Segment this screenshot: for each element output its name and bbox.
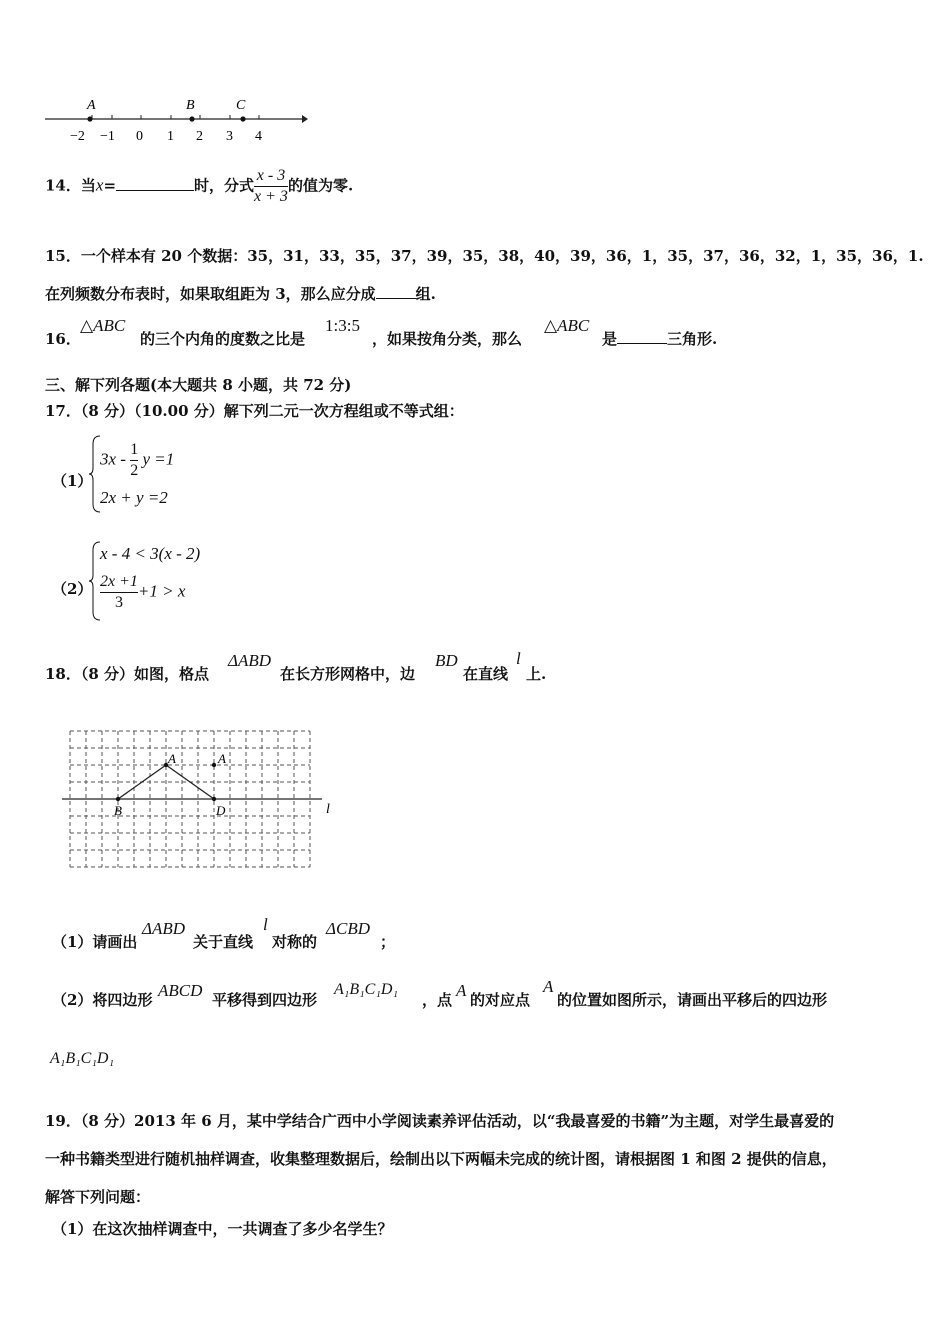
triangle-cbd: ΔCBD xyxy=(326,919,370,938)
tick-label: 0 xyxy=(136,129,143,144)
q17-part2-label: （2） xyxy=(52,580,93,598)
tick-label: −1 xyxy=(100,129,115,144)
tick-label: 4 xyxy=(255,129,262,144)
label-l: l xyxy=(326,802,330,817)
question-19-line2: 一种书籍类型进行随机抽样调查，收集整理数据后，绘制出以下两幅未完成的统计图，请根据图 1 和图 2 提供的信息， xyxy=(45,1150,837,1168)
q18-p2-text: 的对应点 xyxy=(470,991,531,1009)
question-17-title: 17．（8 分）（10.00 分）解下列二元一次方程组或不等式组： xyxy=(45,402,464,420)
question-18: 18．（8 分）如图，格点 xyxy=(45,665,210,683)
point-label-a: A xyxy=(87,98,96,113)
q18-p2-text: ，点 xyxy=(422,991,453,1009)
question-14: 14．当x= 时，分式 $\frac{x - 3}{x + 3}$ 的值为零. xyxy=(45,167,354,205)
fraction: $\frac{x - 3}{x + 3}$ xyxy=(254,167,288,205)
segment-ab xyxy=(118,765,166,799)
q18-p1-text: 关于直线 xyxy=(193,933,254,951)
triangle-abd: ΔABD xyxy=(228,651,272,670)
q18-p2-text: 的位置如图所示，请画出平移后的四边形 xyxy=(557,991,828,1009)
q16-text: ，如果按角分类，那么 xyxy=(372,330,523,348)
q17-p2-eq2: $\frac{2x +1}{3}$ +1 > x xyxy=(100,573,186,611)
q17-p1-eq2: 2x + y =2 xyxy=(100,488,168,507)
quad-a1b1c1d1: A₁B₁C₁D₁ xyxy=(50,1050,115,1067)
tick-label: 3 xyxy=(226,129,233,144)
tick-label: −2 xyxy=(70,129,85,144)
triangle-abd: ΔABD xyxy=(142,919,186,938)
answer-blank[interactable] xyxy=(376,284,416,299)
tick-label: 1 xyxy=(167,129,174,144)
q18-p1-text: 对称的 xyxy=(272,933,318,951)
label-b: B xyxy=(114,803,122,818)
q19-part1: （1）在这次抽样调查中，一共调查了多少名学生？ xyxy=(52,1220,393,1238)
answer-blank[interactable] xyxy=(617,329,667,344)
q17-p1-eq1: 3x - $\frac{1}{2}$ y =1 xyxy=(100,441,175,479)
q18-p2-label: （2）将四边形 xyxy=(52,991,153,1009)
point-a-dot xyxy=(87,116,92,121)
section-3-heading: 三、解下列各题(本大题共 8 小题，共 72 分) xyxy=(45,376,352,394)
question-19-line1: 19．（8 分）2013 年 6 月，某中学结合广西中小学阅读素养评估活动，以“我最喜爱的书籍”为主题，对学生最喜爱的 xyxy=(45,1112,835,1130)
label-a1: A xyxy=(218,751,226,766)
label-d: D xyxy=(216,803,226,818)
question-15-line2: 在列频数分布表时，如果取组距为 3，那么应分成 组. xyxy=(45,285,436,303)
q16-text: 的三个内角的度数之比是 xyxy=(140,330,306,348)
q18-p1-text: ； xyxy=(380,933,396,951)
q16-text: 是 三角形. xyxy=(602,330,718,348)
point-b xyxy=(116,797,120,801)
point-c-dot xyxy=(240,116,245,121)
question-15-line1: 15．一个样本有 20 个数据：35，31，33，35，37，39，35，38，40，39，36，1，35，37，36，32，1，35，36，1. xyxy=(45,247,924,265)
point-a-ref: A xyxy=(456,981,467,1000)
point-label-b: B xyxy=(186,98,195,113)
segment-bd: BD xyxy=(435,651,458,670)
q18-p1-label: （1）请画出 xyxy=(52,933,138,951)
triangle-abc-1: △ABC xyxy=(80,316,126,335)
label-a: A xyxy=(168,751,176,766)
q17-part1-label: （1） xyxy=(52,472,93,490)
q17-p2-eq1: x - 4 < 3(x - 2) xyxy=(100,544,201,563)
number-line xyxy=(40,95,320,150)
q18-text: 上. xyxy=(526,665,547,683)
ratio: 1:3:5 xyxy=(325,316,360,335)
triangle-abc-2: △ABC xyxy=(544,316,590,335)
quad-a1b1c1d1: A₁B₁C₁D₁ xyxy=(334,981,399,998)
question-19-line3: 解答下列问题： xyxy=(45,1188,151,1206)
point-a1 xyxy=(212,763,216,767)
point-a1-ref: A xyxy=(543,977,554,996)
quad-abcd: ABCD xyxy=(158,981,203,1000)
grid-figure xyxy=(60,725,345,875)
point-d xyxy=(212,797,216,801)
line-l: l xyxy=(516,649,521,668)
answer-blank[interactable] xyxy=(116,176,194,191)
point-b-dot xyxy=(189,116,194,121)
question-16: 16． xyxy=(45,330,81,348)
q18-text: 在长方形网格中，边 xyxy=(280,665,416,683)
q18-p2-text: 平移得到四边形 xyxy=(212,991,318,1009)
tick-label: 2 xyxy=(196,129,203,144)
line-l: l xyxy=(263,915,268,934)
q18-text: 在直线 xyxy=(463,665,509,683)
point-label-c: C xyxy=(236,98,246,113)
